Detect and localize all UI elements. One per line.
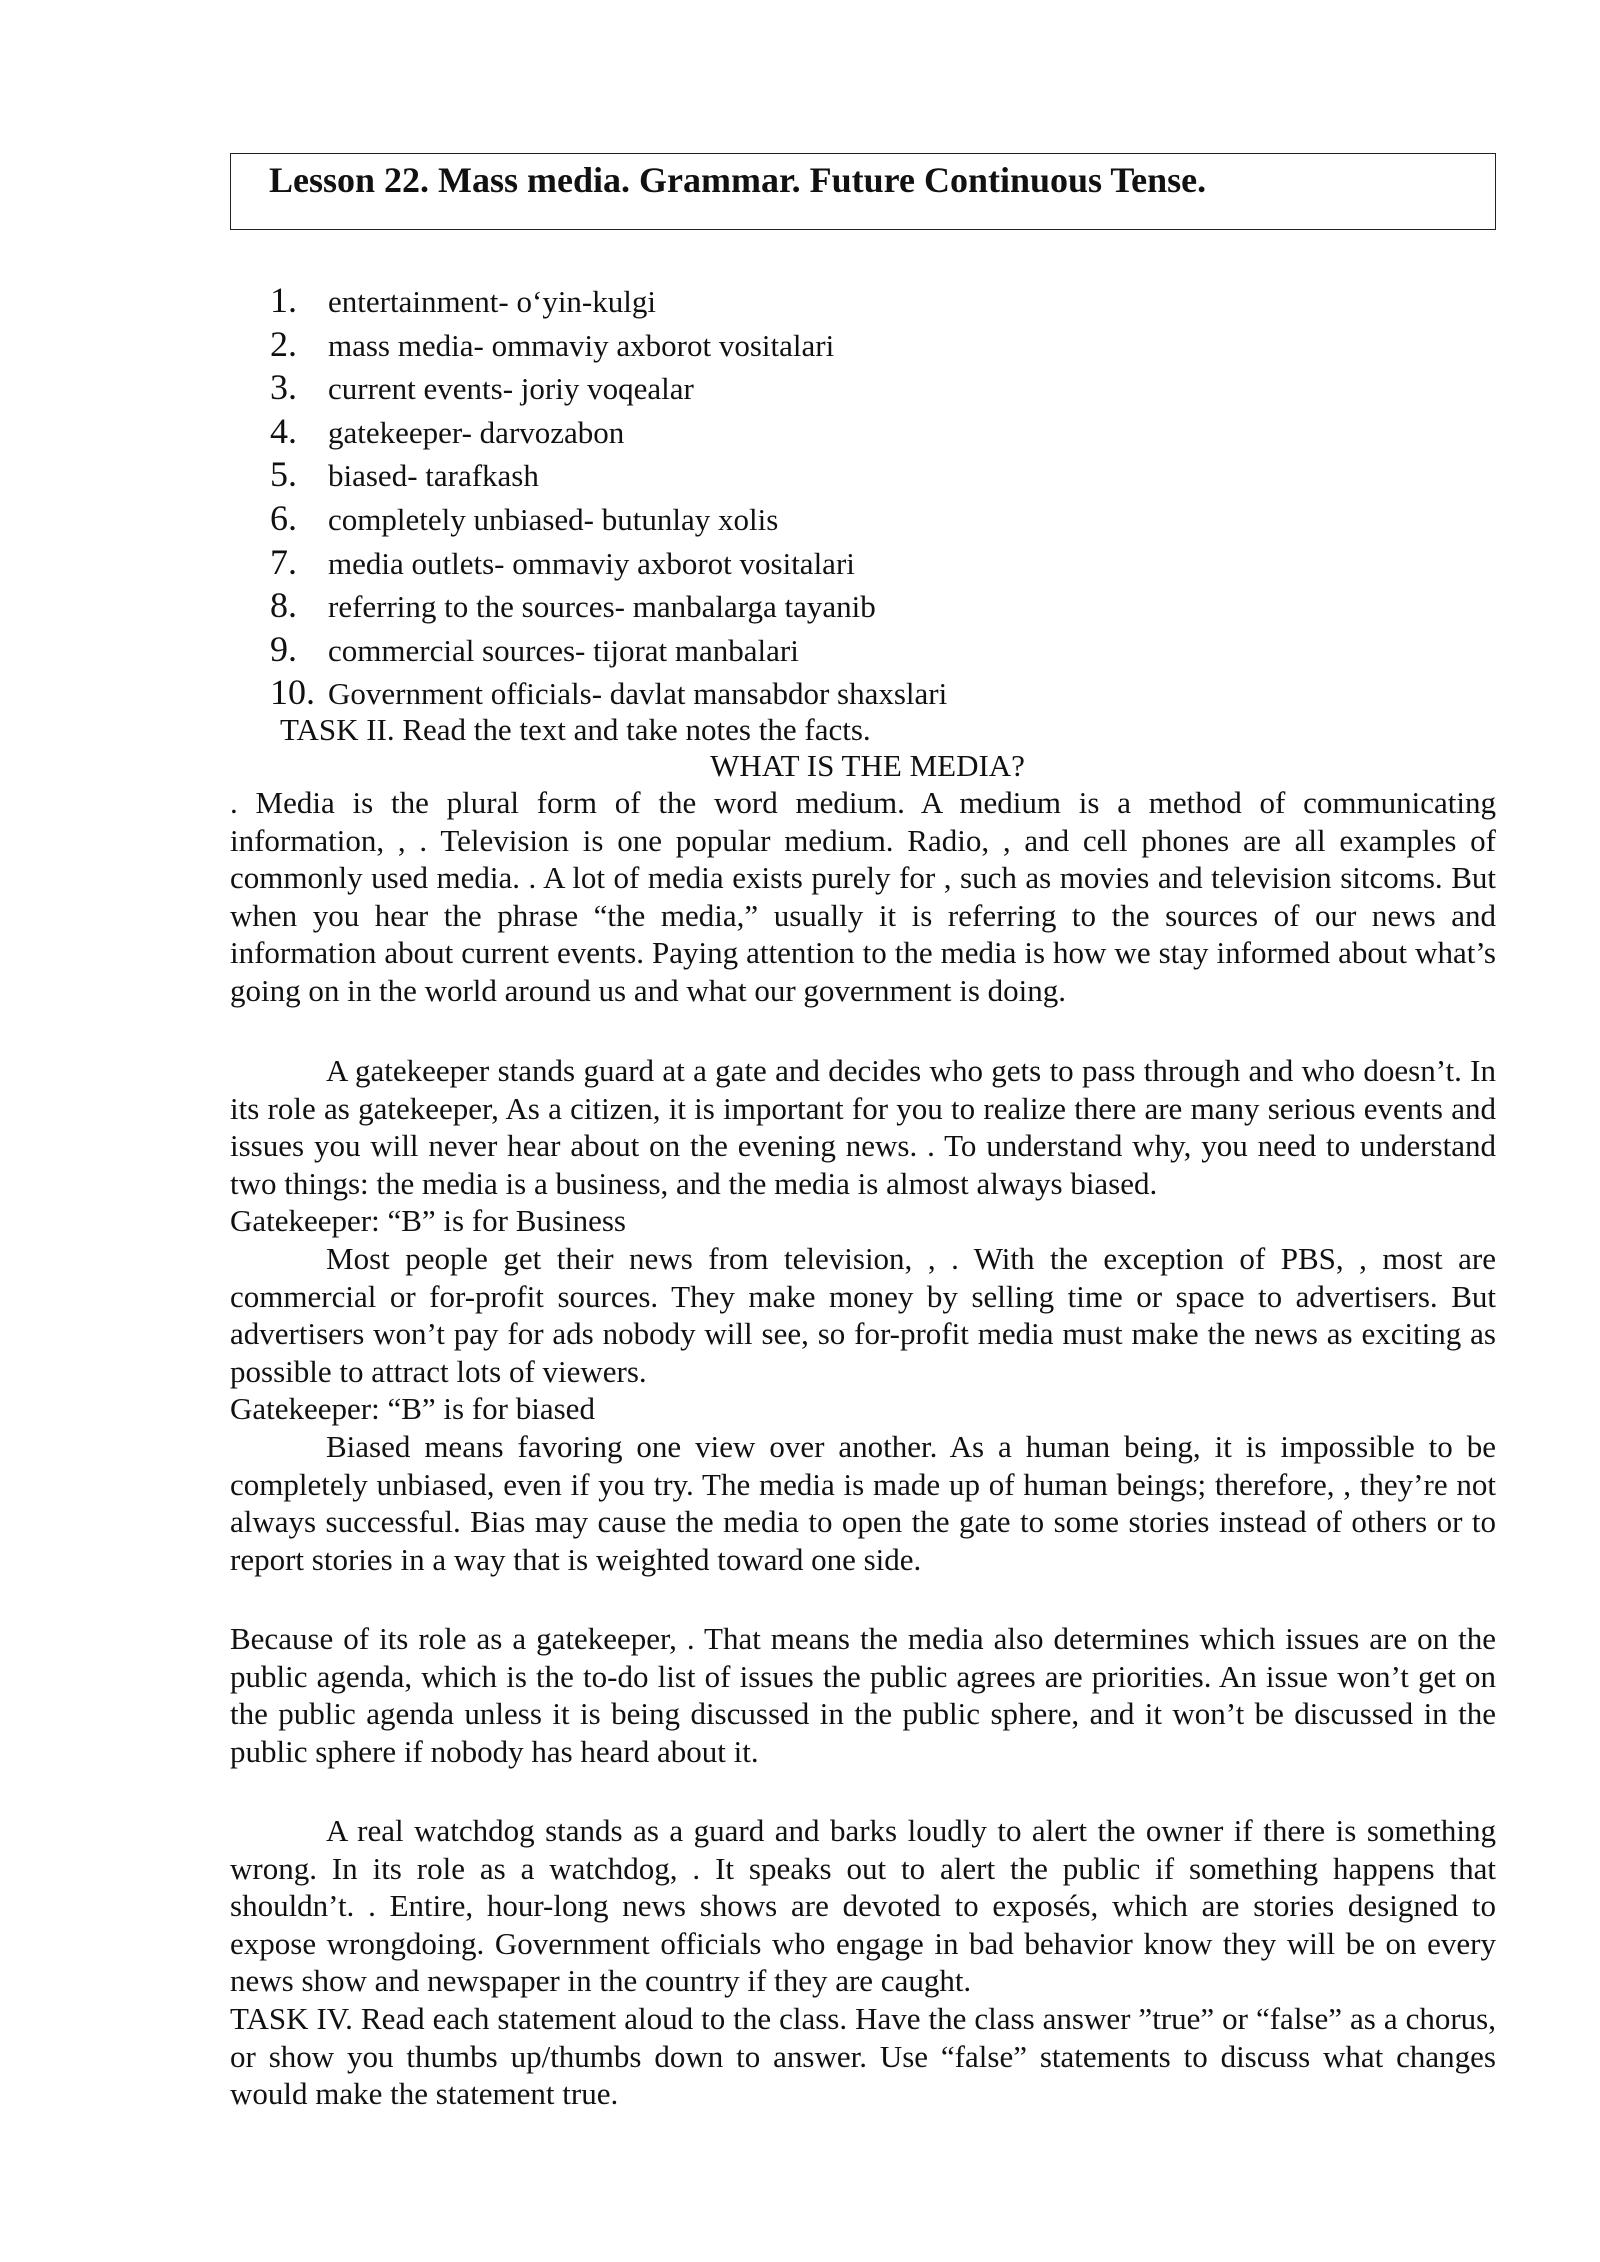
paragraph-text: Biased means favoring one view over another. As a human being, it is impossible to be completely unbiased, even if you try. The media is made up of human beings; therefore, , they’re not always successful. Bias may cause the media to open the gate to some stories instead of others or to report stories in a way that is weighted toward one side.	[230, 1428, 1496, 1577]
vocab-number: 3.	[270, 367, 297, 408]
vocab-term: mass media- ommaviy axborot vositalari	[328, 327, 835, 363]
vocab-item	[270, 584, 947, 628]
vocab-term: media outlets- ommaviy axborot vositalari	[328, 545, 855, 581]
subheading-business: Gatekeeper: “B” is for Business	[230, 1203, 626, 1239]
vocab-item	[270, 453, 947, 497]
paragraph-text: . Media is the plural form of the word medium. A medium is a method of communicating information, , . Television is one popular medium. Radio, , and cell phones are all examples of commonly used media. . A lot of media exists purely for , such as movies and television sitcoms. But when you hear the phrase “the media,” usually it is referring to the sources of our news and information about current events. Paying attention to the media is how we stay informed about what’s going on in the world around us and what our government is doing.	[230, 785, 1496, 1008]
vocab-number: 7.	[270, 541, 297, 582]
paragraph-text: Because of its role as a gatekeeper, . That means the media also determines which issues are on the public agenda, which is the to-do list of issues the public agrees are priorities. An issue won’t get on the public agenda unless it is being discussed in the public sphere, and it won’t be discussed in the public sphere if nobody has heard about it.	[230, 1621, 1496, 1769]
paragraph-text: A gatekeeper stands guard at a gate and decides who gets to pass through and who doesn’t. In its role as gatekeeper, As a citizen, it is important for you to realize there are many serious events and issues you will never hear about on the evening news. . To understand why, you need to understand two things: the media is a business, and the media is almost always biased.	[230, 1053, 1496, 1201]
vocab-item	[270, 323, 947, 367]
vocab-item	[270, 541, 947, 585]
vocab-number: 4.	[270, 410, 297, 451]
paragraph-text: Most people get their news from television, , . With the exception of PBS, , most are commercial or for-profit sources. They make money by selling time or space to advertisers. But advertisers won’t pay for ads nobody will see, so for-profit media must make the news as exciting as possible to attract lots of viewers.	[230, 1240, 1496, 1389]
task-4-instruction: TASK IV. Read each statement aloud to the class. Have the class answer ”true” or “false” as a chorus, or show you thumbs up/thumbs down to answer. Use “false” statements to discuss what changes would make the statement true.	[230, 2000, 1496, 2112]
vocab-term: commercial sources- tijorat manbalari	[328, 632, 799, 668]
paragraph-watchdog	[230, 1812, 1496, 2113]
vocab-number: 5.	[270, 454, 297, 495]
vocab-term: entertainment- o‘yin-kulgi	[328, 284, 656, 319]
vocab-item	[270, 366, 947, 410]
vocab-number: 1.	[270, 280, 297, 320]
vocab-number: 9.	[270, 628, 297, 669]
vocab-term: referring to the sources- manbalarga tayanib	[328, 589, 876, 625]
paragraph-public-agenda	[230, 1620, 1496, 1770]
vocab-item	[270, 410, 947, 454]
task-2-instruction: TASK II. Read the text and take notes the facts.	[280, 712, 871, 747]
paragraph-text: A real watchdog stands as a guard and barks loudly to alert the owner if there is something wrong. In its role as a watchdog, . It speaks out to alert the public if something happens that shouldn’t. . Entire, hour-long news shows are devoted to exposés, which are stories designed to expose wrongdoing. Government officials who engage in bad behavior know they will be on every news show and newspaper in the country if they are caught.	[230, 1813, 1496, 1999]
vocab-item	[270, 628, 947, 672]
vocab-term: Government officials- davlat mansabdor shaxslari	[328, 676, 948, 712]
vocab-number: 8.	[270, 585, 297, 626]
title-box	[230, 153, 1496, 230]
vocab-term: completely unbiased- butunlay xolis	[328, 501, 779, 537]
lesson-title: Lesson 22. Mass media. Grammar. Future Continuous Tense.	[269, 160, 1207, 200]
vocab-term: current events- joriy voqealar	[328, 371, 694, 407]
paragraph-gatekeeper	[230, 1052, 1496, 1578]
subheading-biased: Gatekeeper: “B” is for biased	[230, 1391, 595, 1427]
vocab-term: gatekeeper- darvozabon	[328, 414, 625, 450]
vocab-number: 2.	[270, 323, 297, 364]
vocab-item	[270, 279, 947, 323]
vocab-item	[270, 671, 947, 715]
paragraph-media-definition	[230, 784, 1496, 1010]
section-heading: WHAT IS THE MEDIA?	[710, 748, 1025, 783]
vocab-term: biased- tarafkash	[328, 458, 539, 494]
vocab-item	[270, 497, 947, 541]
vocab-number: 6.	[270, 497, 297, 538]
vocabulary-list	[270, 279, 947, 715]
vocab-number: 10.	[270, 672, 315, 713]
